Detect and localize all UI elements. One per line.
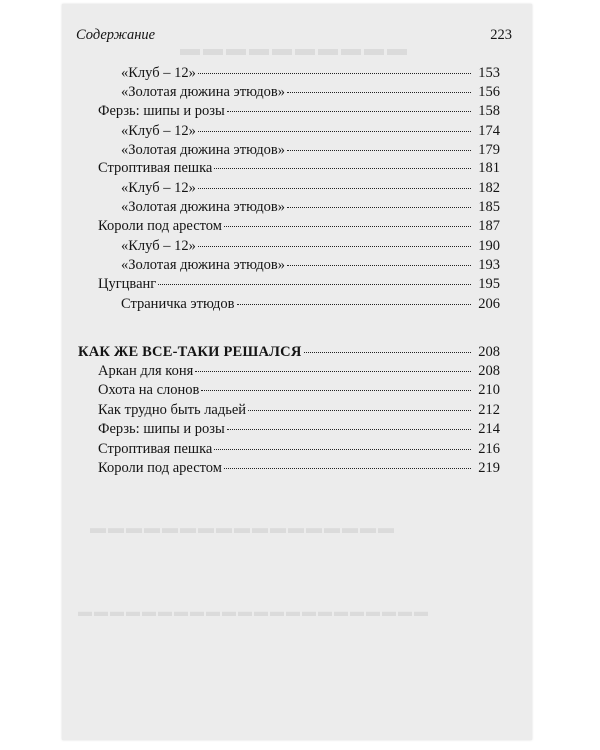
toc-entry[interactable] <box>98 459 500 477</box>
toc-entry-label: «Золотая дюжина этюдов» <box>121 199 285 215</box>
toc-entry[interactable] <box>98 217 500 235</box>
toc-entry-page: 193 <box>478 257 500 273</box>
toc-entry[interactable] <box>98 102 500 120</box>
toc-entry-page: 158 <box>478 103 500 119</box>
dot-leader <box>304 352 471 353</box>
running-header <box>76 27 512 49</box>
dot-leader <box>287 265 471 266</box>
bleed-through-decoration: ▬▬▬▬▬▬▬▬▬▬▬▬▬▬▬▬▬ <box>90 520 396 537</box>
toc-entry-page: 219 <box>478 460 500 476</box>
toc-entry-label: Охота на слонов <box>98 382 200 398</box>
toc-entry[interactable] <box>121 122 500 140</box>
toc-entry-label: «Золотая дюжина этюдов» <box>121 257 285 273</box>
toc-entry-label: «Клуб – 12» <box>121 238 196 254</box>
toc-entry-label: Короли под арестом <box>98 460 222 476</box>
toc-entry-page: 212 <box>478 402 500 418</box>
toc-entry[interactable] <box>121 64 500 82</box>
toc-entry-page: 185 <box>478 199 500 215</box>
toc-entry-label: Как трудно быть ладьей <box>98 402 247 418</box>
dot-leader <box>214 449 471 450</box>
dot-leader <box>195 371 471 372</box>
toc-entry-page: 208 <box>478 344 500 360</box>
toc-entry[interactable] <box>98 362 500 380</box>
toc-entry[interactable] <box>121 83 500 101</box>
dot-leader <box>287 92 471 93</box>
toc-entry-label: Страничка этюдов <box>121 296 235 312</box>
bleed-through-decoration: ▬▬▬▬▬▬▬▬▬▬▬▬▬▬▬▬▬▬▬▬▬▬ <box>78 605 430 620</box>
toc-entry-page: 156 <box>478 84 500 100</box>
toc-entry-page: 179 <box>478 142 500 158</box>
toc-entry[interactable] <box>98 275 500 293</box>
toc-entry-page: 208 <box>478 363 500 379</box>
dot-leader <box>198 131 471 132</box>
toc-entry-label: Короли под арестом <box>98 218 222 234</box>
toc-entry[interactable] <box>121 295 500 313</box>
toc-entry-page: 216 <box>478 441 500 457</box>
toc-entry-page: 182 <box>478 180 500 196</box>
dot-leader <box>227 429 471 430</box>
toc-entry-page: 210 <box>478 382 500 398</box>
toc-entry-label: Цугцванг <box>98 276 157 292</box>
dot-leader <box>287 150 471 151</box>
toc-entry-label: Аркан для коня <box>98 363 194 379</box>
dot-leader <box>224 226 471 227</box>
dot-leader <box>214 168 471 169</box>
toc-section-label: КАК ЖЕ ВСЕ-ТАКИ РЕШАЛСЯ <box>78 344 302 360</box>
dot-leader <box>224 468 471 469</box>
toc-section-heading[interactable] <box>78 343 500 361</box>
toc-entry[interactable] <box>121 179 500 197</box>
dot-leader <box>198 73 471 74</box>
toc-entry-page: 190 <box>478 238 500 254</box>
toc-entry[interactable] <box>121 198 500 216</box>
toc-entry-page: 181 <box>478 160 500 176</box>
toc-entry[interactable] <box>98 420 500 438</box>
toc-entry[interactable] <box>121 256 500 274</box>
toc-entry[interactable] <box>98 401 500 419</box>
dot-leader <box>287 207 471 208</box>
toc-entry-page: 153 <box>478 65 500 81</box>
toc-entry-page: 206 <box>478 296 500 312</box>
dot-leader <box>201 390 471 391</box>
toc-entry-label: «Клуб – 12» <box>121 65 196 81</box>
toc-entry-label: Ферзь: шипы и розы <box>98 421 225 437</box>
dot-leader <box>198 246 471 247</box>
dot-leader <box>237 304 471 305</box>
toc-entry-label: «Золотая дюжина этюдов» <box>121 142 285 158</box>
dot-leader <box>248 410 471 411</box>
toc-entry-label: «Золотая дюжина этюдов» <box>121 84 285 100</box>
toc-entry-label: Строптивая пешка <box>98 441 213 457</box>
dot-leader <box>158 284 471 285</box>
toc-entry[interactable] <box>98 381 500 399</box>
dot-leader <box>227 111 471 112</box>
toc-entry-page: 214 <box>478 421 500 437</box>
toc-entry[interactable] <box>98 440 500 458</box>
toc-entry[interactable] <box>98 159 500 177</box>
toc-entry-label: «Клуб – 12» <box>121 180 196 196</box>
toc-entry-page: 187 <box>478 218 500 234</box>
bleed-through-decoration: ▬▬▬▬▬▬▬▬▬▬ <box>180 38 410 60</box>
toc-entry-page: 174 <box>478 123 500 139</box>
toc-entry-page: 195 <box>478 276 500 292</box>
toc-entry-label: Строптивая пешка <box>98 160 213 176</box>
dot-leader <box>198 188 471 189</box>
header-page-number: 223 <box>490 27 512 43</box>
toc-entry-label: Ферзь: шипы и розы <box>98 103 225 119</box>
toc-entry[interactable] <box>121 237 500 255</box>
toc-entry[interactable] <box>121 141 500 159</box>
header-title: Содержание <box>76 27 156 43</box>
toc-entry-label: «Клуб – 12» <box>121 123 196 139</box>
